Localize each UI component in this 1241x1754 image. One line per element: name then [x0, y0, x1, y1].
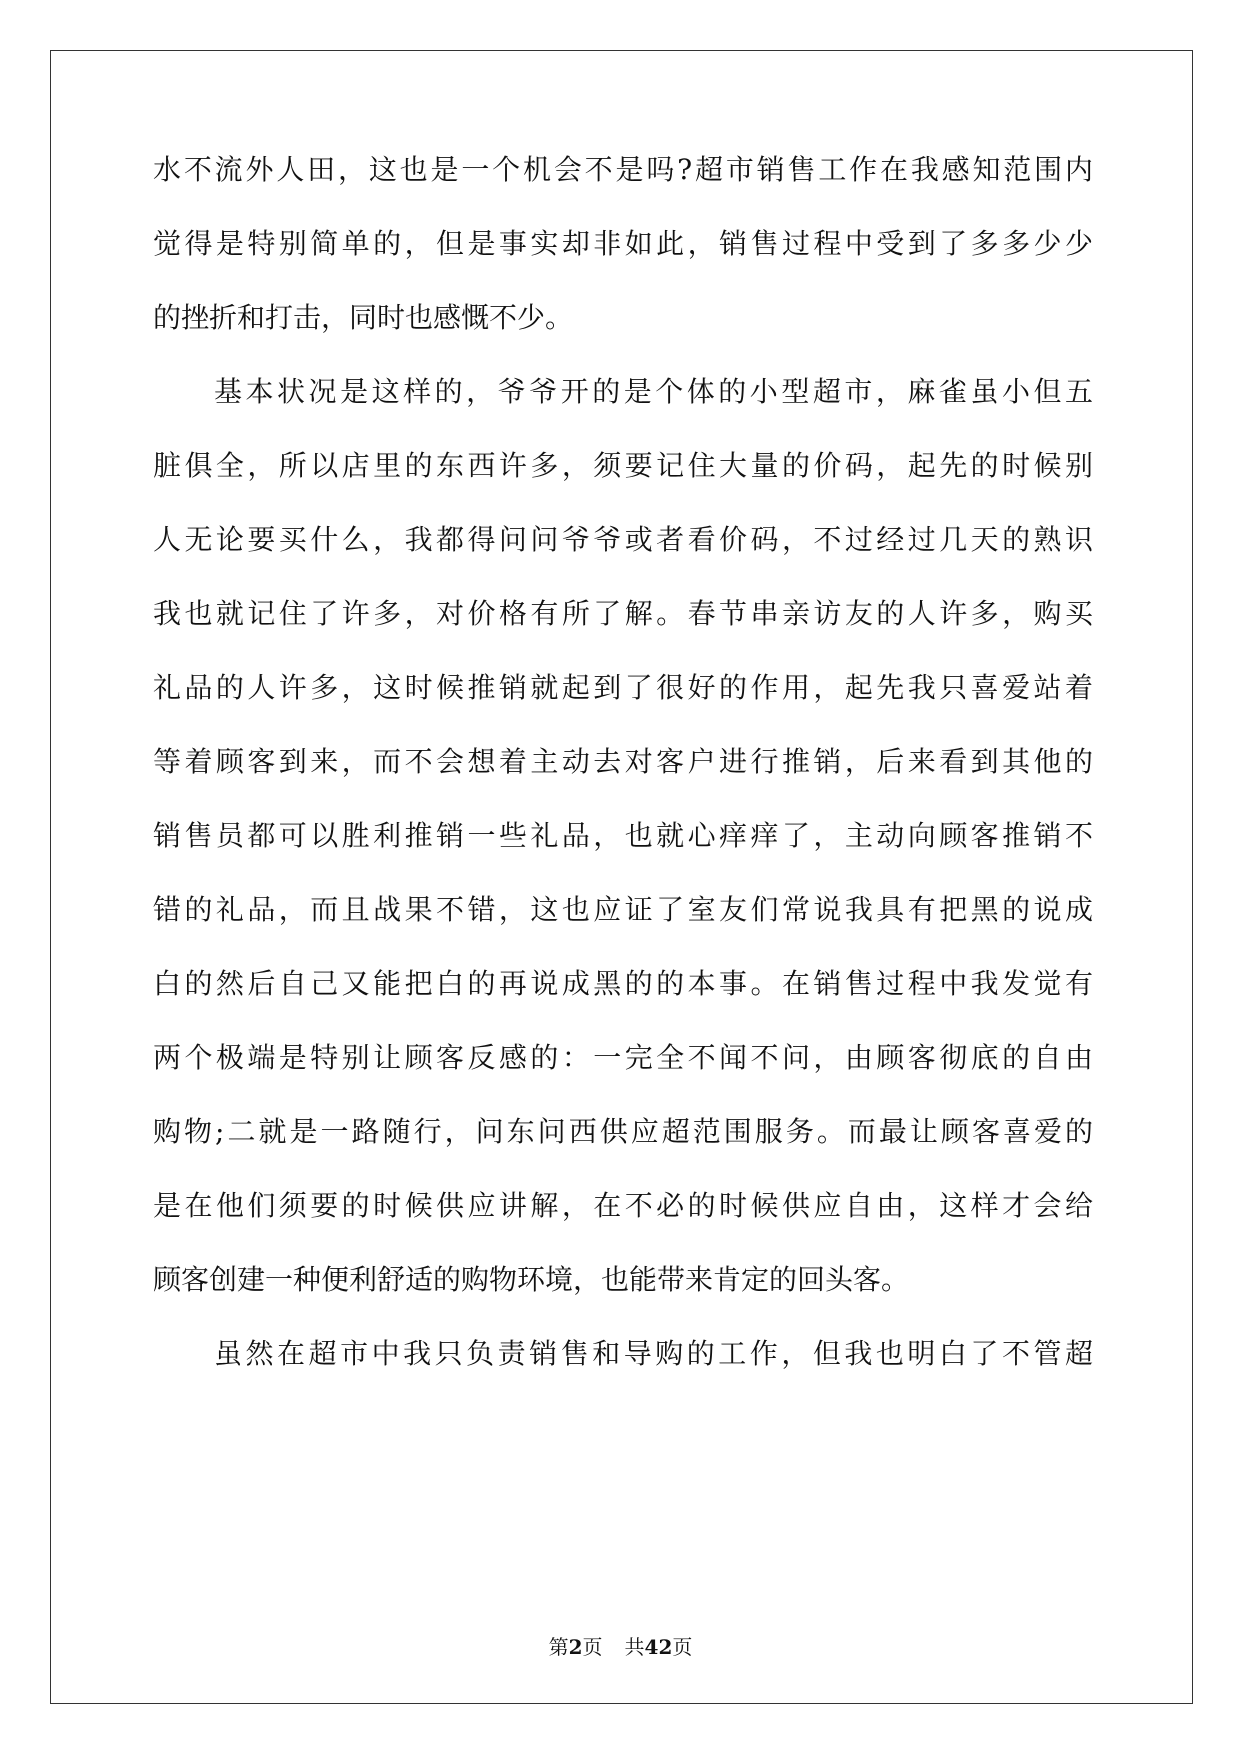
text-line-16: 顾客创建一种便利舒适的购物环境，也能带来肯定的回头客。: [153, 1263, 910, 1296]
text-line-5: 脏俱全，所以店里的东西许多，须要记住大量的价码，起先的时候别: [153, 449, 1093, 482]
text-line-9: 等着顾客到来，而不会想着主动去对客户进行推销，后来看到其他的: [153, 745, 1093, 778]
text-line-4: 基本状况是这样的，爷爷开的是个体的小型超市，麻雀虽小但五: [214, 375, 1093, 408]
total-suffix: 页: [672, 1635, 693, 1659]
text-line-8: 礼品的人许多，这时候推销就起到了很好的作用，起先我只喜爱站着: [153, 671, 1093, 704]
text-line-2: 觉得是特别简单的，但是事实却非如此，销售过程中受到了多多少少: [153, 227, 1093, 260]
text-line-11: 错的礼品，而且战果不错，这也应证了室友们常说我具有把黑的说成: [153, 893, 1093, 926]
text-line-3: 的挫折和打击，同时也感慨不少。: [153, 301, 574, 334]
text-line-10: 销售员都可以胜利推销一些礼品，也就心痒痒了，主动向顾客推销不: [153, 819, 1093, 852]
text-line-12: 白的然后自己又能把白的再说成黑的的本事。在销售过程中我发觉有: [153, 967, 1093, 1000]
text-line-1: 水不流外人田，这也是一个机会不是吗?超市销售工作在我感知范围内: [153, 153, 1093, 186]
page-suffix: 页: [582, 1635, 603, 1659]
text-line-15: 是在他们须要的时候供应讲解，在不必的时候供应自由，这样才会给: [153, 1189, 1093, 1222]
text-line-17: 虽然在超市中我只负责销售和导购的工作，但我也明白了不管超: [214, 1337, 1093, 1370]
page-number: 2: [568, 1635, 583, 1659]
total-prefix: 共: [624, 1635, 645, 1659]
total-pages: 42: [644, 1635, 673, 1659]
text-line-7: 我也就记住了许多，对价格有所了解。春节串亲访友的人许多，购买: [153, 597, 1093, 630]
text-line-13: 两个极端是特别让顾客反感的：一完全不闻不问，由顾客彻底的自由: [153, 1041, 1093, 1074]
page-prefix: 第: [548, 1635, 569, 1659]
text-line-6: 人无论要买什么，我都得问问爷爷或者看价码，不过经过几天的熟识: [153, 523, 1093, 556]
text-line-14: 购物;二就是一路随行，问东问西供应超范围服务。而最让顾客喜爱的: [153, 1115, 1093, 1148]
page-footer: [0, 1634, 1241, 1660]
